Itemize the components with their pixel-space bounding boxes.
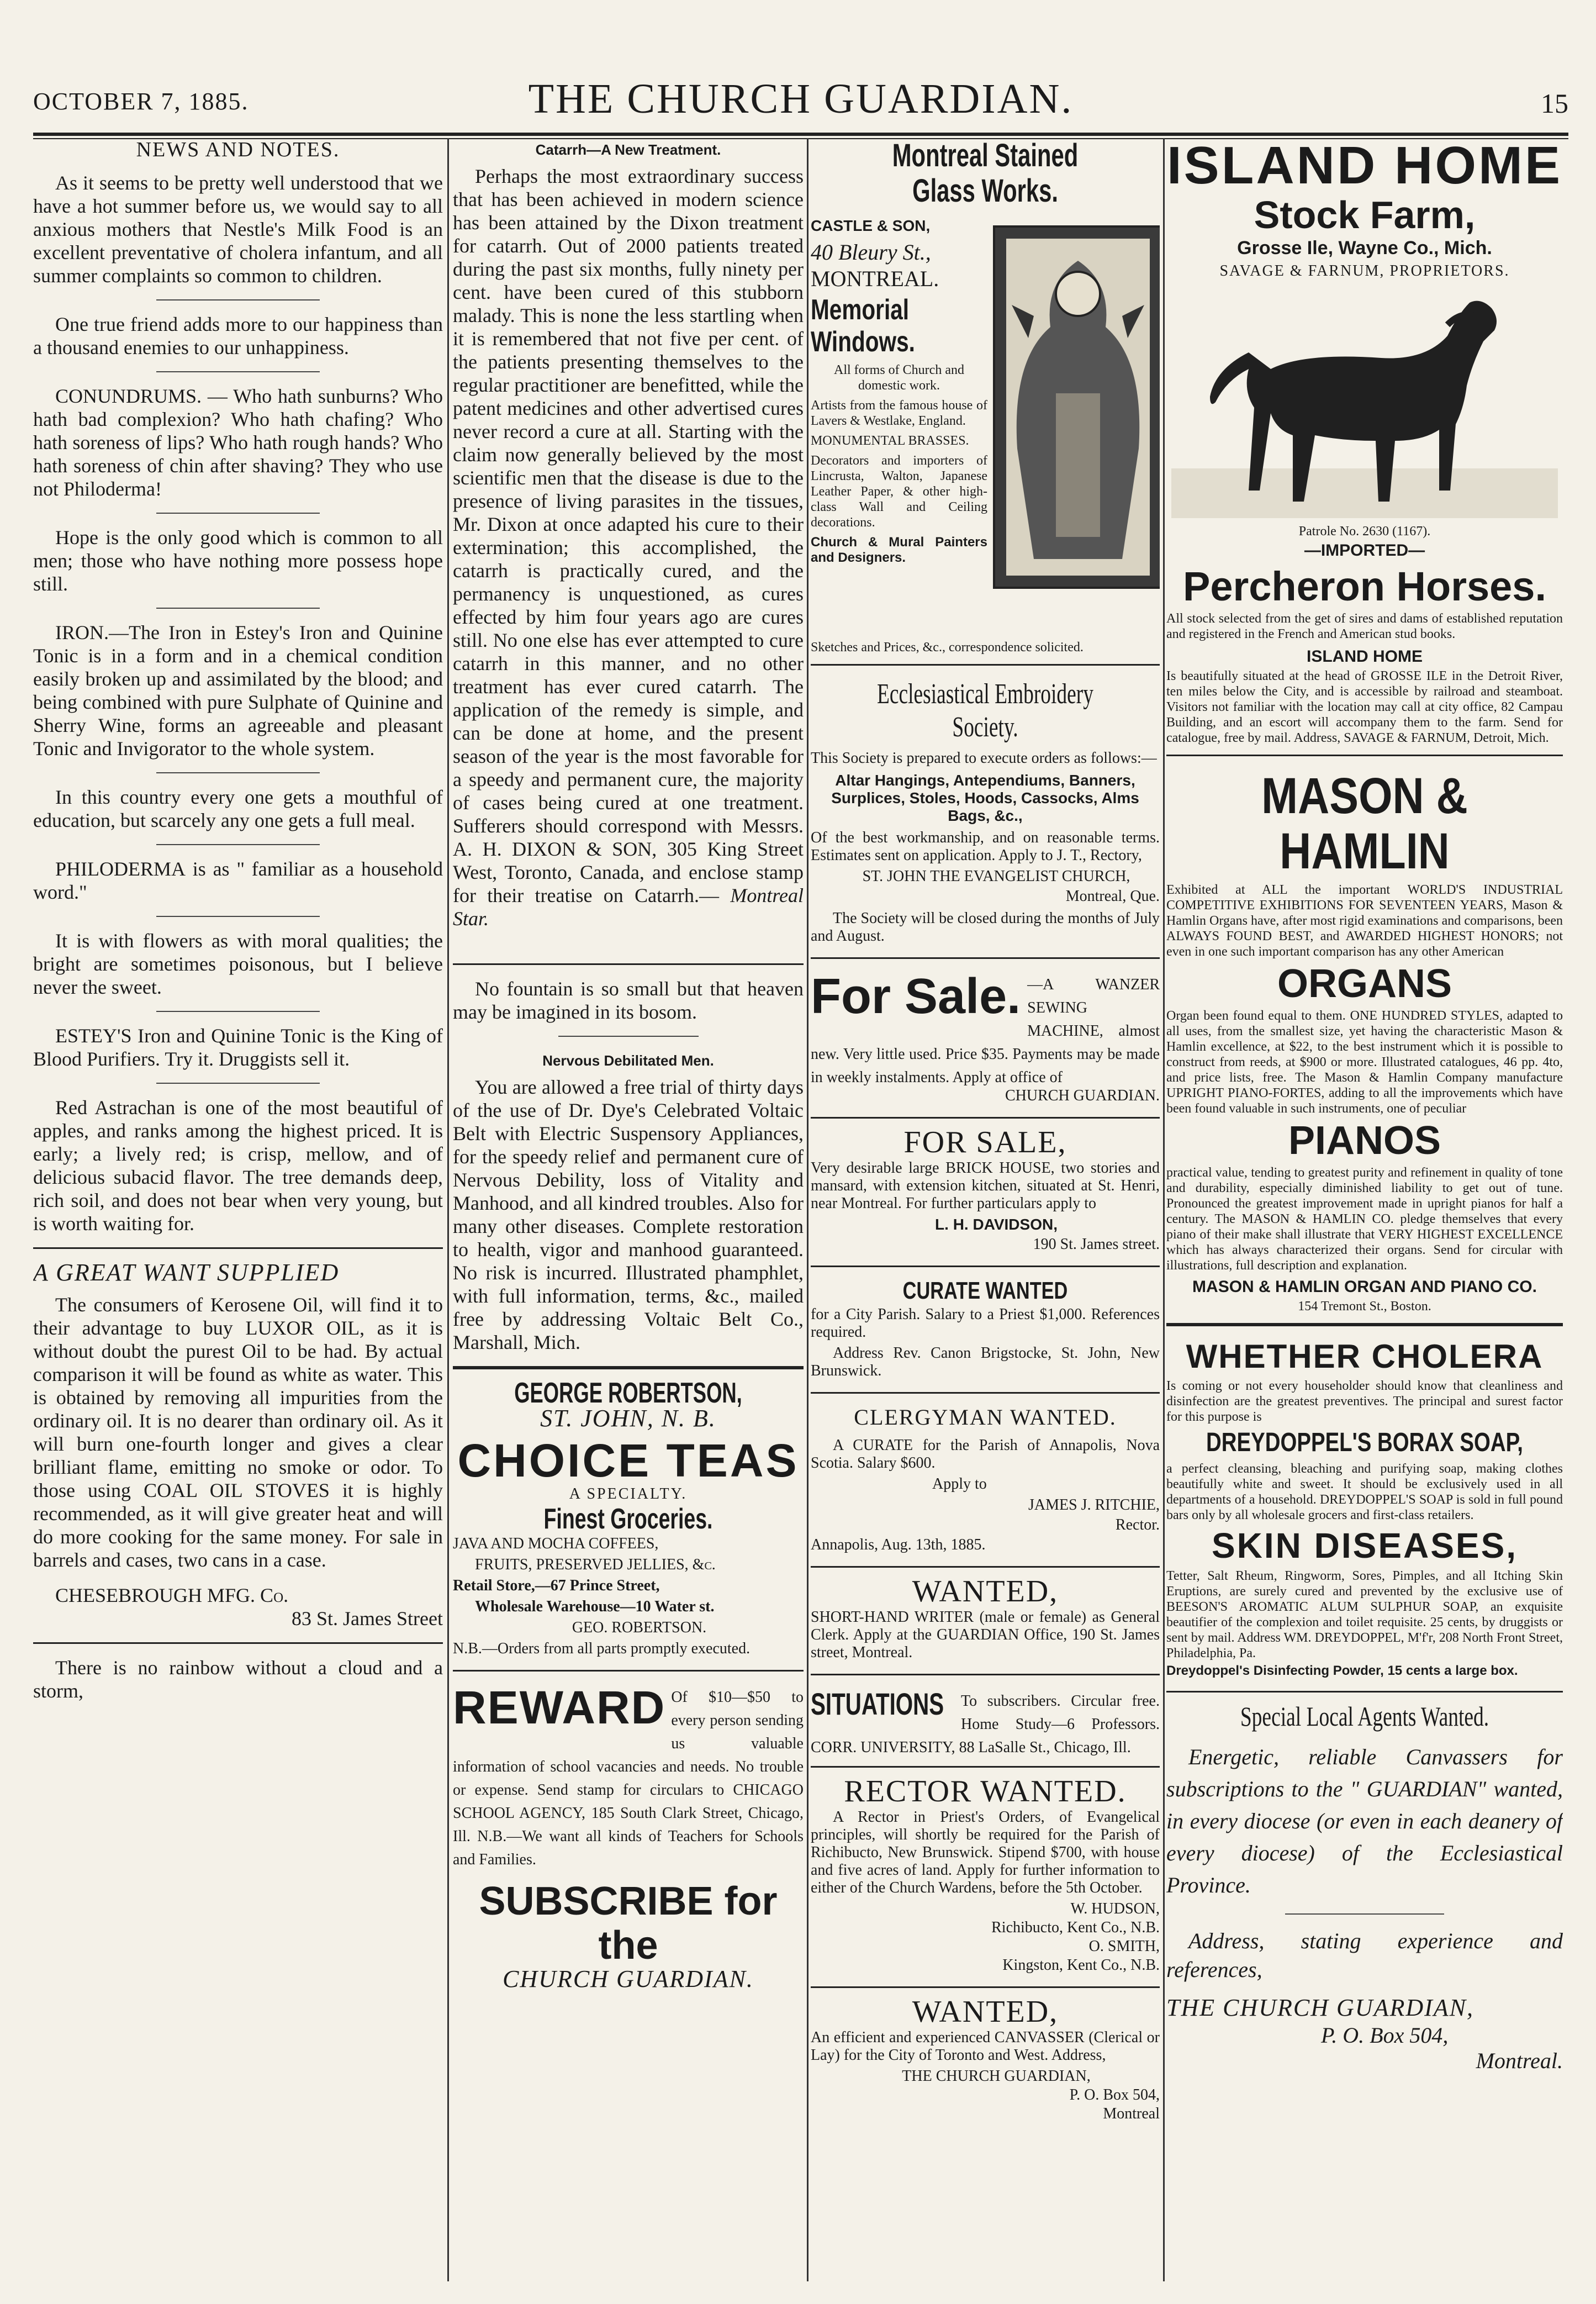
ad-line: Artists from the famous house of Lavers & Westlake, England.	[811, 398, 987, 428]
ad-line: Dreydoppel's Disinfecting Powder, 15 cents a large box.	[1166, 1663, 1518, 1678]
ad-heading: WANTED,	[912, 1574, 1059, 1609]
ad-heading: RECTOR WANTED.	[844, 1774, 1127, 1809]
ad-line: Church & Mural Painters and Designers.	[811, 535, 987, 565]
ad-line: Kingston, Kent Co., N.B.	[1002, 1957, 1160, 1974]
ad-line: Wholesale Warehouse—10 Water st.	[475, 1598, 715, 1615]
rule	[811, 1766, 1160, 1768]
ad-heading: CLERGYMAN WANTED.	[854, 1405, 1117, 1430]
ad-heading: Montreal Stained Glass Works.	[892, 138, 1079, 209]
ad-subheading: ISLAND HOME	[1307, 647, 1423, 666]
ad-line: A Rector in Priest's Orders, of Evangelical principles, will shortly be required for the Parish of Richibucto, New Brunswick. Stipend $700, with house and five acres of land. Apply for further information to either of the Church Wardens, before the 5th October.	[811, 1809, 1160, 1896]
separator	[156, 299, 320, 300]
choice-teas-heading: CHOICE TEAS	[457, 1435, 799, 1486]
for-sale-text: —A WANZER SEWING MACHINE, almost new. Very little used. Price $35. Payments may be made in weekly instalments. Apply at office of	[811, 976, 1160, 1086]
ad-heading: Special Local Agents Wanted.	[1240, 1701, 1489, 1732]
rule	[811, 1986, 1160, 1988]
article-paragraph: It is with flowers as with moral qualities; the bright are sometimes poisonous, but I believe never the sweet.	[33, 930, 443, 998]
article-paragraph	[33, 621, 443, 760]
ad-line: Richibucto, Kent Co., N.B.	[991, 1919, 1160, 1936]
lead-word: PHILODERMA	[55, 858, 186, 880]
column-divider	[807, 138, 808, 2281]
ad-heading: GEORGE ROBERTSON,	[514, 1377, 742, 1409]
horse-illustration	[1166, 286, 1563, 518]
masthead	[33, 10, 1568, 120]
ad-line: W. HUDSON,	[1070, 1900, 1160, 1917]
ad-line: P. O. Box 504,	[1321, 2023, 1449, 2048]
article-paragraph: You are allowed a free trial of thirty days of the use of Dr. Dye's Celebrated Voltaic Belt with Electric Suspensory Appliances, for the speedy relief and permanent cure of Nervous Debility, loss of Vitality and Manhood, and all kindred troubles. Also for many other diseases. Complete restoration to health, vigor and manhood guaranteed. No risk is incurred. Illustrated phamphlet, with full information, terms, &c., mailed free by addressing Voltaic Belt Co., Marshall, Mich.	[453, 1076, 804, 1353]
rule	[1166, 1691, 1563, 1693]
column-three	[811, 138, 1160, 2281]
mason-hamlin-heading: MASON & HAMLIN	[1261, 768, 1468, 879]
ad-line: O. SMITH,	[1088, 1938, 1160, 1955]
column-news-and-notes	[33, 138, 443, 2281]
rule	[811, 957, 1160, 959]
whether-cholera-heading: WHETHER CHOLERA	[1186, 1338, 1544, 1375]
memorial-heading: Memorial Windows.	[811, 294, 915, 358]
separator	[156, 608, 320, 609]
ad-line: Tetter, Salt Rheum, Ringworm, Sores, Pimples, and all Itching Skin Eruptions, are surely cured and prevented by the exclusive use of BEESON'S AROMATIC ALUM SULPHUR SOAP, an exquisite beautifier of the complexion and toilet requisite. 25 cents, by druggists or sent by mail. Address WM. DREYDOPPEL, M'f'r, 208 North Front Street, Philadelphia, Pa.	[1166, 1569, 1563, 1660]
rule	[811, 1117, 1160, 1119]
reward-heading: REWARD	[453, 1681, 666, 1733]
article-paragraph	[33, 384, 443, 500]
stained-glass-window-image	[993, 225, 1160, 589]
rule	[453, 1366, 804, 1369]
source-credit: Montreal Star.	[453, 884, 804, 930]
rule	[811, 664, 1160, 666]
ad-line: 154 Tremont St., Boston.	[1298, 1299, 1431, 1314]
column-two	[453, 138, 804, 2281]
subscribe-paper: CHURCH GUARDIAN.	[503, 1965, 754, 1992]
organs-heading: ORGANS	[1277, 962, 1452, 1006]
ad-line: This Society is prepared to execute orders as follows:—	[811, 750, 1157, 767]
ad-line: Retail Store,—67 Prince Street,	[453, 1577, 660, 1594]
ad-line: Rector.	[1115, 1516, 1160, 1533]
subscribe-heading: SUBSCRIBE for the	[479, 1879, 778, 1968]
ad-place: ST. JOHN, N. B.	[540, 1405, 716, 1432]
rule	[811, 1674, 1160, 1675]
company-name: CHESEBROUGH MFG. Co.	[55, 1584, 289, 1606]
for-sale-ad	[811, 971, 1160, 1105]
reward-ad	[453, 1681, 804, 1869]
specialty-line: A SPECIALTY.	[569, 1485, 688, 1502]
ad-line: Annapolis, Aug. 13th, 1885.	[811, 1536, 986, 1553]
ad-heading: Ecclesiastical Embroidery Society.	[877, 678, 1093, 743]
ad-body: Energetic, reliable Canvassers for subscriptions to the " GUARDIAN" wanted, in every diocese (or even in each deanery of every diocese) of the Ecclesiastical Province.	[1166, 1744, 1563, 1897]
separator	[156, 513, 320, 514]
article-paragraph: As it seems to be pretty well understood that we have a hot summer before us, we would say to all anxious mothers that Nestle's Milk Food is an excellent preventative of cholera infantum, and all summer complaints so common to children.	[33, 172, 443, 287]
page-number: 15	[1541, 88, 1568, 119]
ad-subheading: Stock Farm,	[1254, 193, 1476, 236]
ad-line: for a City Parish. Salary to a Priest $1,000. References required.	[811, 1306, 1160, 1341]
ad-line: Address Rev. Canon Brigstocke, St. John, New Brunswick.	[811, 1345, 1160, 1379]
reward-text: Of $10—$50 to every person sending us valuable information of school vacancies and needs. No trouble or expense. Send stamp for circulars to CHICAGO SCHOOL AGENCY, 185 South Clark Street, Chicago, Ill. N.B.—We want all kinds of Teachers for Schools and Families.	[453, 1689, 804, 1868]
ad-line: Apply to	[932, 1475, 987, 1493]
groceries-heading: Finest Groceries.	[543, 1503, 713, 1535]
article-paragraph	[33, 1024, 443, 1071]
skin-diseases-heading: SKIN DISEASES,	[1211, 1526, 1518, 1565]
ad-line: Is beautifully situated at the head of GROSSE ILE in the Detroit River, ten miles below the City, and is accessible by railroad and steamboat. Visitors not familiar with the location may call at city office, 82 Campau Building, and an escort will accompany them to the farm. Send for catalogue, free by mail. Address, SAVAGE & FARNUM, Detroit, Mich.	[1166, 669, 1563, 745]
ad-body: The consumers of Kerosene Oil, will find it to their advantage to buy LUXOR OIL, as it is without doubt the purest Oil to be had. By actual comparison it will be found as white as water. This is obtained by removing all impurities from the ordinary oil. It is no dearer than ordinary oil. As it will burn one-fourth longer and gives a clear brilliant flame, emitting no smoke or odor. To those using COAL OIL STOVES it is highly recommended, as it will give greater heat and will do more cooking for the same money. For sale in barrels and cases, two cans in a case.	[33, 1294, 443, 1571]
article-paragraph: No fountain is so small but that heaven may be imagined in its bosom.	[453, 978, 804, 1023]
ad-line: practical value, tending to greatest purity and refinement in quality of tone and durability, especially diminished liability to get out of tune. Pronounced the greatest improvement made in upright pianos for half a century. The MASON & HAMLIN CO. pledge themselves that every piano of their make shall illustrate that VERY HIGHEST EXCELLENCE which has always characterized their organs. Send for circular with illustrations, full description and explanation.	[1166, 1166, 1563, 1273]
ad-body: Address, stating experience and references,	[1166, 1928, 1563, 1982]
ad-line: All stock selected from the get of sires and dams of established reputation and registered in the French and American stud books.	[1166, 611, 1563, 641]
rule	[453, 1670, 804, 1672]
separator	[156, 1011, 320, 1012]
ad-line: SHORT-HAND WRITER (male or female) as General Clerk. Apply at the GUARDIAN Office, 190 St. James street, Montreal.	[811, 1609, 1160, 1661]
lead-word: CONUNDRUMS.	[55, 385, 202, 407]
ad-line: THE CHURCH GUARDIAN,	[902, 2068, 1091, 2085]
rule	[811, 1566, 1160, 1568]
ad-heading: CURATE WANTED	[902, 1277, 1068, 1304]
rule	[33, 1247, 443, 1249]
article-paragraph	[453, 165, 804, 930]
section-heading: NEWS AND NOTES.	[136, 138, 340, 161]
rule	[1166, 1323, 1563, 1326]
ad-line: Altar Hangings, Antependiums, Banners, Surplices, Stoles, Hoods, Cassocks, Alms Bags, &c.,	[831, 772, 1139, 824]
paragraph-body: — Who hath sunburns? Who hath bad complexion? Who hath chafing? Who hath soreness of lips? Who hath rough hands? Who hath soreness of chin after shaving? They who use not Philoderma!	[33, 385, 443, 500]
article-paragraph: In this country every one gets a mouthful of education, but scarcely any one gets a full meal.	[33, 786, 443, 831]
ad-line: JAMES J. RITCHIE,	[1028, 1496, 1160, 1514]
ad-line: 190 St. James street.	[1033, 1236, 1160, 1253]
ad-heading: FOR SALE,	[903, 1125, 1067, 1159]
ad-line: Exhibited at ALL the important WORLD'S INDUSTRIAL COMPETITIVE EXHIBITIONS FOR SEVENTEEN YEARS, Mason & Hamlin Organs have, after most rigid examinations and comparisons, been ALWAYS FOUND BEST, and AWARDED HIGHEST HONORS; not even in one such important comparison has any other American	[1166, 883, 1563, 959]
percheron-heading: Percheron Horses.	[1182, 563, 1547, 609]
ad-line: MONUMENTAL BRASSES.	[811, 434, 969, 448]
separator	[156, 371, 320, 372]
ad-line: P. O. Box 504,	[1069, 2086, 1160, 2103]
ad-line: Is coming or not every householder should know that cleanliness and disinfection are the greatest preventives. The principal and surest factor for this purpose is	[1166, 1379, 1563, 1424]
paragraph-body: Iron and Quinine Tonic is the King of Blood Purifiers. Try it. Druggists sell it.	[33, 1025, 443, 1070]
ad-line: MONTREAL.	[811, 266, 939, 291]
separator	[1285, 1913, 1444, 1915]
article-paragraph: One true friend adds more to our happiness than a thousand enemies to our unhappiness.	[33, 313, 443, 358]
ad-signature: GEO. ROBERTSON.	[572, 1619, 707, 1636]
ad-line: Montreal.	[1476, 2048, 1563, 2073]
article-paragraph: Hope is the only good which is common to all men; those who have nothing more possess hope still.	[33, 526, 443, 595]
ad-line: Grosse Ile, Wayne Co., Mich.	[1237, 238, 1492, 259]
separator	[156, 1083, 320, 1084]
ad-line: Of the best workmanship, and on reasonable terms. Estimates sent on application. Apply to J. T., Rectory,	[811, 829, 1160, 864]
ad-heading: ISLAND HOME	[1167, 138, 1562, 195]
separator	[156, 844, 320, 845]
ad-line: Sketches and Prices, &c., correspondence solicited.	[811, 640, 1084, 655]
paragraph-body: is as " familiar as a household word."	[33, 858, 443, 903]
company-address: 83 St. James Street	[292, 1607, 443, 1630]
ad-heading: WANTED,	[912, 1995, 1059, 2029]
ad-line: ST. JOHN THE EVANGELIST CHURCH,	[862, 868, 1130, 885]
separator	[156, 772, 320, 773]
ad-line: Organ been found equal to them. ONE HUNDRED STYLES, adapted to all uses, from the smallest size, yet having the characteristic Mason & Hamlin excellence, at $22, to the best instrument which it is possible to construct from reeds, at $900 or more. Illustrated catalogues, 46 pp. 4to, and price lists, free. The Mason & Hamlin Company manufacture UPRIGHT PIANO-FORTES, adding to all the improvements which have been found valuable in such instruments, one of peculiar	[1166, 1009, 1563, 1116]
ad-line: a perfect cleansing, bleaching and purifying soap, making clothes beautifully white and sweet. It should be exclusively used in all departments of a household. DREYDOPPEL'S SOAP is sold in full pound bars only by all wholesale grocers and first-class retailers.	[1166, 1462, 1563, 1522]
separator	[156, 916, 320, 917]
borax-soap-heading: DREYDOPPEL'S BORAX SOAP,	[1206, 1428, 1523, 1457]
ad-line: Patrole No. 2630 (1167).	[1298, 524, 1431, 539]
column-divider	[447, 138, 449, 2281]
column-divider	[1163, 138, 1165, 2281]
column-four	[1166, 138, 1563, 2281]
stained-glass-ad	[811, 214, 1160, 640]
rule	[453, 963, 804, 965]
paragraph-body: Perhaps the most extraordinary success that has been achieved in modern science has been attained by the Dixon treatment for catarrh. Out of 2000 patients treated during the past six months, fully ninety per cent. have been cured of this stubborn malady. This is none the less startling when it is remembered that not five per cent. of the patients presenting themselves to the regular practitioner are benefitted, while the patent medicines and other advertised cures never record a cure at all. Starting with the claim now generally believed by the most scientific men that the disease is due to the presence of living parasites in the tissues, Mr. Dixon at once adapted his cure to their extermination; this accomplished, the catarrh is practically cured, and the permanency is unquestioned, as cures effected by him four years ago are cures still. No one else has ever attempted to cure catarrh in this manner, and no other treatment has ever cured catarrh. The application of the remedy is simple, and can be done at home, and the present season of the year is the most favorable for a speedy and permanent cure, the majority of cases being cured at one treatment. Sufferers should correspond with Messrs. A. H. DIXON & SON, 305 King Street West, Toronto, Canada, and enclose stamp for their treatise on Catarrh.—	[453, 165, 804, 906]
situations-ad	[811, 1688, 1160, 1757]
ad-line: CHURCH GUARDIAN.	[1005, 1087, 1160, 1104]
ad-line: FRUITS, PRESERVED JELLIES, &c.	[475, 1556, 716, 1573]
masthead-rule	[33, 133, 1568, 136]
ad-line: The Society will be closed during the months of July and August.	[811, 910, 1160, 945]
for-sale-heading: For Sale.	[811, 969, 1021, 1024]
newspaper-title: THE CHURCH GUARDIAN.	[528, 76, 1074, 122]
rule	[811, 1392, 1160, 1394]
ad-line: MASON & HAMLIN ORGAN AND PIANO CO.	[1192, 1278, 1537, 1296]
rule	[33, 1642, 443, 1644]
issue-date: OCTOBER 7, 1885.	[33, 88, 249, 115]
article-paragraph: Red Astrachan is one of the most beautiful of apples, and ranks among the highest priced. It is early; a lively red; is crisp, mellow, and of delicious subacid flavor. The tree demands deep, rich soil, and does not bear when very young, but is worth waiting for.	[33, 1096, 443, 1235]
ad-line: SAVAGE & FARNUM, PROPRIETORS.	[1219, 262, 1510, 280]
ad-line: CASTLE & SON,	[811, 217, 931, 234]
article-heading: Catarrh—A New Treatment.	[535, 141, 721, 158]
lead-word: ESTEY'S	[55, 1025, 132, 1047]
ad-line: N.B.—Orders from all parts promptly executed.	[453, 1640, 751, 1657]
ad-line: —IMPORTED—	[1304, 541, 1425, 560]
ad-line: Montreal, Que.	[1065, 888, 1160, 905]
ad-line: JAVA AND MOCHA COFFEES,	[453, 1535, 659, 1552]
ad-heading: A GREAT WANT SUPPLIED	[33, 1259, 340, 1286]
ad-line: A CURATE for the Parish of Annapolis, Nova Scotia. Salary $600.	[811, 1437, 1160, 1472]
rule	[1166, 755, 1563, 756]
pianos-heading: PIANOS	[1288, 1119, 1441, 1163]
article-paragraph	[33, 857, 443, 904]
separator	[558, 1036, 699, 1037]
rule	[811, 1266, 1160, 1267]
ad-line: THE CHURCH GUARDIAN,	[1166, 1994, 1474, 2021]
lead-word: IRON.	[55, 621, 109, 644]
ad-line: Montreal	[1103, 2105, 1160, 2122]
ad-line: 40 Bleury St.,	[811, 240, 931, 265]
paragraph-body: —The Iron in Estey's Iron and Quinine Tonic is in a form and in a chemical condition easily broken up and assimilated by the blood; and being combined with pure Sulphate of Quinine and Sherry Wine, forms an agreeable and pleasant Tonic and Invigorator to the whole system.	[33, 621, 443, 760]
article-paragraph: There is no rainbow without a cloud and a storm,	[33, 1657, 443, 1702]
situations-text: To subscribers. Circular free. Home Study—6 Professors. CORR. UNIVERSITY, 88 LaSalle St., Chicago, Ill.	[811, 1693, 1160, 1756]
ad-line: Very desirable large BRICK HOUSE, two stories and mansard, with extension kitchen, situated at St. Henri, near Montreal. For further particulars apply to	[811, 1159, 1160, 1212]
ad-line: Decorators and importers of Lincrusta, Walton, Japanese Leather Paper, & other high-class Wall and Ceiling decorations.	[811, 454, 987, 530]
situations-heading: SITUATIONS	[811, 1686, 944, 1721]
stained-glass-text	[811, 214, 987, 570]
ad-line: An efficient and experienced CANVASSER (Clerical or Lay) for the City of Toronto and West. Address,	[811, 2029, 1160, 2064]
article-heading: Nervous Debilitated Men.	[542, 1052, 714, 1069]
ad-line: All forms of Church and domestic work.	[834, 363, 964, 393]
ad-line: L. H. DAVIDSON,	[935, 1216, 1058, 1233]
